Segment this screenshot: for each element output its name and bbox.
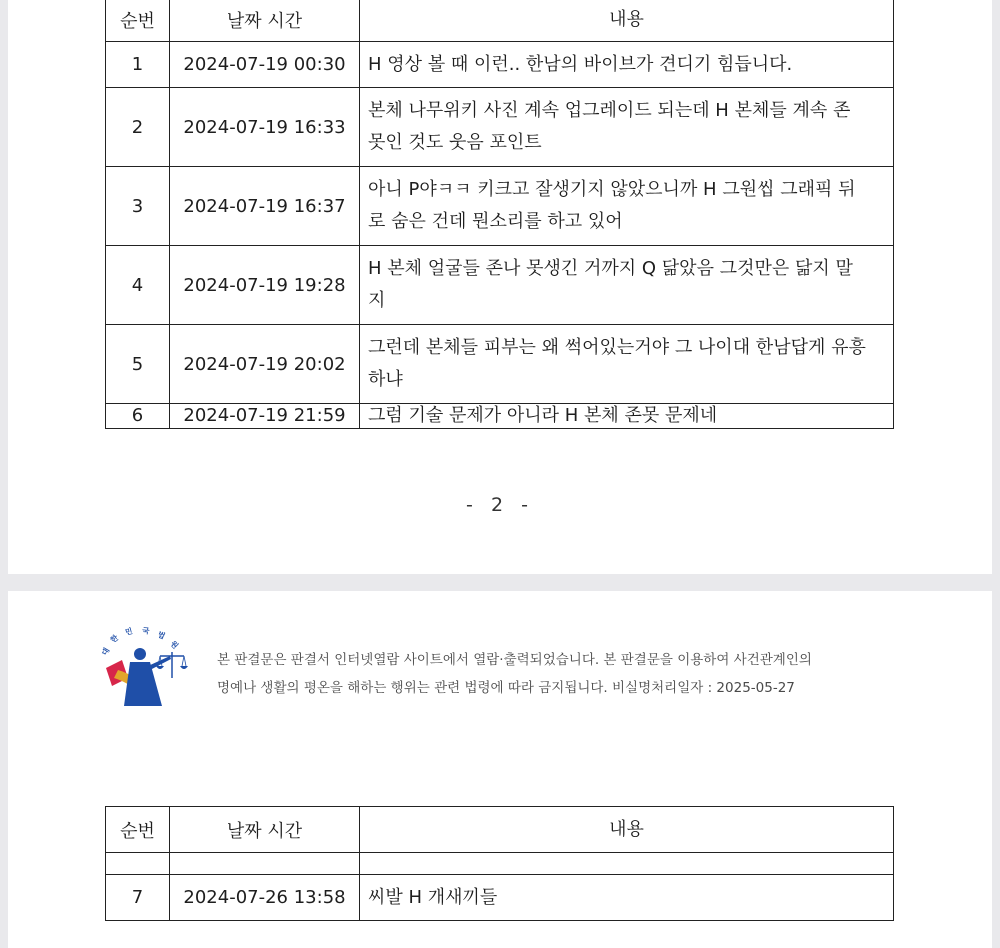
table-row-empty xyxy=(106,853,894,875)
header-no: 순번 xyxy=(106,0,170,42)
content-line: 하냐 xyxy=(368,369,403,390)
row-no: 6 xyxy=(106,404,170,429)
svg-text:민: 민 xyxy=(124,626,134,637)
svg-text:원: 원 xyxy=(168,639,181,651)
notice-line: 명예나 생활의 평온을 해하는 행위는 관련 법령에 따라 금지됩니다. 비실명처리일자 : 2025-05-27 xyxy=(217,680,795,696)
content-line: 본체 나무위키 사진 계속 업그레이드 되는데 H 본체들 계속 존 xyxy=(368,100,851,121)
row-no: 5 xyxy=(106,325,170,404)
table-row xyxy=(106,246,894,325)
row-no: 1 xyxy=(106,42,170,88)
message-log-table xyxy=(105,0,894,429)
row-datetime: 2024-07-19 19:28 xyxy=(170,246,360,325)
row-datetime: 2024-07-19 20:02 xyxy=(170,325,360,404)
empty-cell xyxy=(106,853,170,875)
svg-text:국: 국 xyxy=(141,626,150,636)
svg-text:법: 법 xyxy=(156,629,167,641)
header-datetime: 날짜 시간 xyxy=(170,0,360,42)
disclosure-notice xyxy=(217,646,917,702)
row-no: 3 xyxy=(106,167,170,246)
row-datetime: 2024-07-26 13:58 xyxy=(170,875,360,921)
table-row xyxy=(106,404,894,429)
svg-text:대: 대 xyxy=(100,646,112,657)
row-datetime: 2024-07-19 16:33 xyxy=(170,88,360,167)
row-content xyxy=(360,246,894,325)
row-datetime: 2024-07-19 16:37 xyxy=(170,167,360,246)
row-content xyxy=(360,88,894,167)
row-no: 7 xyxy=(106,875,170,921)
content-line: 못인 것도 웃음 포인트 xyxy=(368,132,542,153)
content-line: 아니 P야ㅋㅋ 키크고 잘생기지 않았으니까 H 그원씹 그래픽 뒤 xyxy=(368,179,856,200)
court-seal-logo xyxy=(100,626,200,710)
header-content: 내용 xyxy=(360,0,894,42)
content-line: 지 xyxy=(368,290,386,311)
table-row xyxy=(106,325,894,404)
svg-text:한: 한 xyxy=(108,633,120,645)
content-line: 로 숨은 건데 뭔소리를 하고 있어 xyxy=(368,211,623,232)
row-content xyxy=(360,325,894,404)
header-datetime: 날짜 시간 xyxy=(170,807,360,853)
header-no: 순번 xyxy=(106,807,170,853)
row-datetime: 2024-07-19 00:30 xyxy=(170,42,360,88)
message-log-table xyxy=(105,806,894,921)
notice-line: 본 판결문은 판결서 인터넷열람 사이트에서 열람·출력되었습니다. 본 판결문을 이용하여 사건관계인의 xyxy=(217,652,812,668)
header-content: 내용 xyxy=(360,807,894,853)
row-datetime: 2024-07-19 21:59 xyxy=(170,404,360,429)
table-header-row xyxy=(106,807,894,853)
row-no: 4 xyxy=(106,246,170,325)
empty-cell xyxy=(170,853,360,875)
document-page-2 xyxy=(8,0,992,574)
content-line: 그런데 본체들 피부는 왜 썩어있는거야 그 나이대 한남답게 유흥 xyxy=(368,337,866,358)
table-row xyxy=(106,167,894,246)
content-line: H 본체 얼굴들 존나 못생긴 거까지 Q 닮았음 그것만은 닮지 말 xyxy=(368,258,853,279)
table-header-row xyxy=(106,0,894,42)
empty-cell xyxy=(360,853,894,875)
page-number: - 2 - xyxy=(466,494,534,516)
table-row xyxy=(106,875,894,921)
row-content: 그럼 기술 문제가 아니라 H 본체 존못 문제네 xyxy=(360,404,894,429)
row-content: 씨발 H 개새끼들 xyxy=(360,875,894,921)
document-page-3 xyxy=(8,591,992,948)
row-content xyxy=(360,167,894,246)
table-row xyxy=(106,42,894,88)
row-content: H 영상 볼 때 이런.. 한남의 바이브가 견디기 힘듭니다. xyxy=(360,42,894,88)
table-row xyxy=(106,88,894,167)
row-no: 2 xyxy=(106,88,170,167)
